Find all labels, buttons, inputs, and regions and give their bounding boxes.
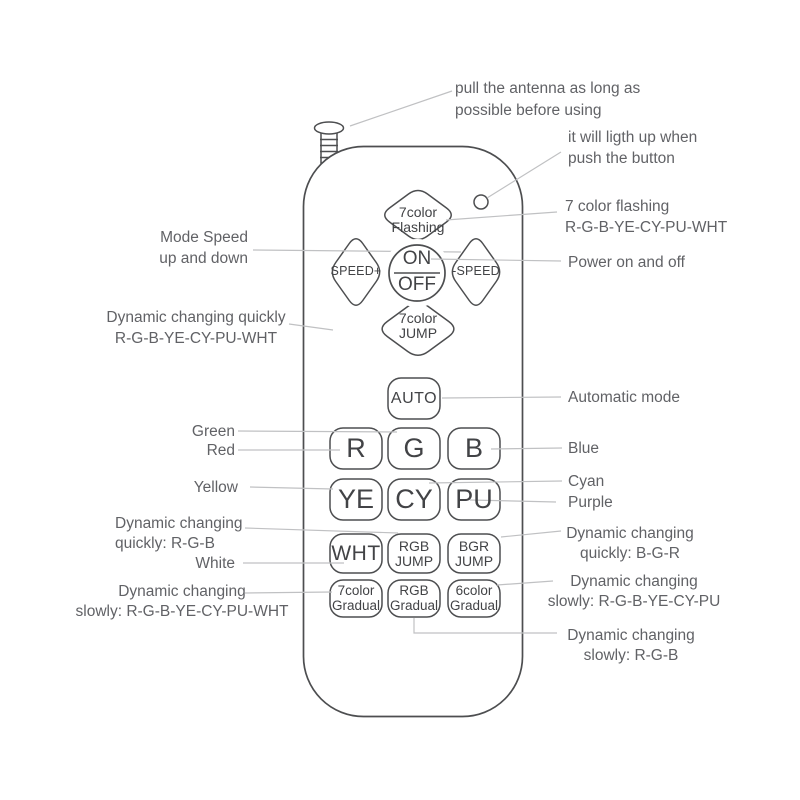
annotation-rgb-gradual-line-1: Dynamic changing (567, 627, 695, 644)
annotation-antenna-line-1: pull the antenna as long as (455, 80, 641, 97)
leader-antenna (350, 91, 452, 126)
btn-7color-flashing-label[interactable] (358, 205, 478, 235)
btn-wht-label[interactable]: WHT (331, 541, 381, 565)
btn-pu-label[interactable]: PU (455, 484, 493, 514)
annotation-gradual7-line-2: slowly: R-G-B-YE-CY-PU-WHT (75, 603, 289, 620)
btn-rgb-gradual-label[interactable] (388, 580, 440, 617)
btn-speed-plus-label[interactable]: SPEED+ (330, 264, 382, 278)
annotation-cyan: Cyan (568, 473, 605, 490)
off-label[interactable]: OFF (398, 274, 436, 295)
annotation-indicator-line-1: it will ligth up when (568, 129, 698, 146)
annotation-rgb-gradual (531, 626, 731, 666)
btn-cy-label[interactable]: CY (395, 484, 433, 514)
annotation-gradual6-line-2: slowly: R-G-B-YE-CY-PU (547, 593, 721, 610)
annotation-rgb-jump-line-2: quickly: R-G-B (115, 535, 215, 552)
on-label[interactable]: ON (402, 248, 432, 269)
btn-bgr-jump-label[interactable] (448, 534, 500, 573)
gradual6-line-2[interactable]: Gradual (449, 597, 499, 613)
annotation-bgr-jump (530, 524, 730, 564)
rgb-gradual-line-1[interactable]: RGB (399, 583, 429, 598)
annotation-gradual7 (57, 582, 307, 622)
gradual7-line-2[interactable]: Gradual (331, 597, 381, 613)
annotation-indicator (568, 127, 697, 169)
btn-b-label[interactable]: B (464, 433, 483, 463)
annotation-jump7-line-1: Dynamic changing quickly (106, 309, 286, 326)
flashing-line-1[interactable]: 7color (398, 204, 438, 220)
jump-line-1[interactable]: 7color (398, 310, 438, 326)
btn-r-label[interactable]: R (346, 433, 366, 463)
gradual7-line-1[interactable]: 7color (337, 583, 375, 598)
annotation-power: Power on and off (568, 254, 685, 271)
annotation-rgb-jump (115, 514, 243, 554)
btn-6color-gradual-label[interactable] (448, 580, 500, 617)
annotation-bgr-jump-line-1: Dynamic changing (566, 525, 694, 542)
btn-g-label[interactable]: G (403, 433, 425, 463)
annotation-green: Green (191, 423, 235, 440)
annotation-gradual6 (534, 572, 734, 612)
gradual6-line-1[interactable]: 6color (455, 583, 493, 598)
annotation-mode-speed (159, 227, 248, 269)
rgb-jump-line-1[interactable]: RGB (398, 537, 430, 554)
btn-speed-minus-label[interactable]: -SPEED (452, 264, 500, 278)
annotation-flashing-line-2: R-G-B-YE-CY-PU-WHT (565, 219, 728, 236)
annotation-red: Red (206, 442, 235, 459)
annotation-white: White (195, 555, 235, 572)
rgb-gradual-line-2[interactable]: Gradual (389, 597, 439, 613)
jump-line-2[interactable]: JUMP (398, 325, 438, 341)
annotation-rgb-jump-line-1: Dynamic changing (115, 515, 243, 532)
annotation-jump7-line-2: R-G-B-YE-CY-PU-WHT (114, 330, 278, 347)
annotation-rgb-gradual-line-2: slowly: R-G-B (583, 647, 679, 664)
annotation-antenna (455, 78, 640, 122)
rgb-jump-line-2[interactable]: JUMP (394, 552, 434, 569)
bgr-jump-line-2[interactable]: JUMP (454, 552, 494, 569)
btn-7color-jump-label[interactable] (358, 311, 478, 341)
annotation-auto: Automatic mode (568, 389, 680, 406)
annotation-flashing (565, 196, 727, 238)
bgr-jump-line-1[interactable]: BGR (458, 537, 490, 554)
annotation-yellow: Yellow (193, 479, 238, 496)
flashing-line-2[interactable]: Flashing (391, 219, 445, 235)
btn-7color-gradual-label[interactable] (330, 580, 382, 617)
btn-rgb-jump-label[interactable] (388, 534, 440, 573)
annotation-indicator-line-2: push the button (568, 150, 675, 167)
annotation-mode-speed-line-1: Mode Speed (160, 229, 248, 246)
annotation-jump7 (71, 307, 321, 349)
annotation-mode-speed-line-2: up and down (159, 250, 248, 267)
annotation-antenna-line-2: possible before using (455, 102, 602, 119)
annotation-bgr-jump-line-2: quickly: B-G-R (580, 545, 680, 562)
btn-ye-label[interactable]: YE (337, 484, 375, 514)
annotation-flashing-line-1: 7 color flashing (565, 198, 670, 215)
annotation-purple: Purple (568, 494, 613, 511)
btn-auto-label[interactable]: AUTO (390, 389, 438, 407)
annotation-blue: Blue (568, 440, 600, 457)
annotation-gradual7-line-1: Dynamic changing (118, 583, 246, 600)
annotation-gradual6-line-1: Dynamic changing (570, 573, 698, 590)
